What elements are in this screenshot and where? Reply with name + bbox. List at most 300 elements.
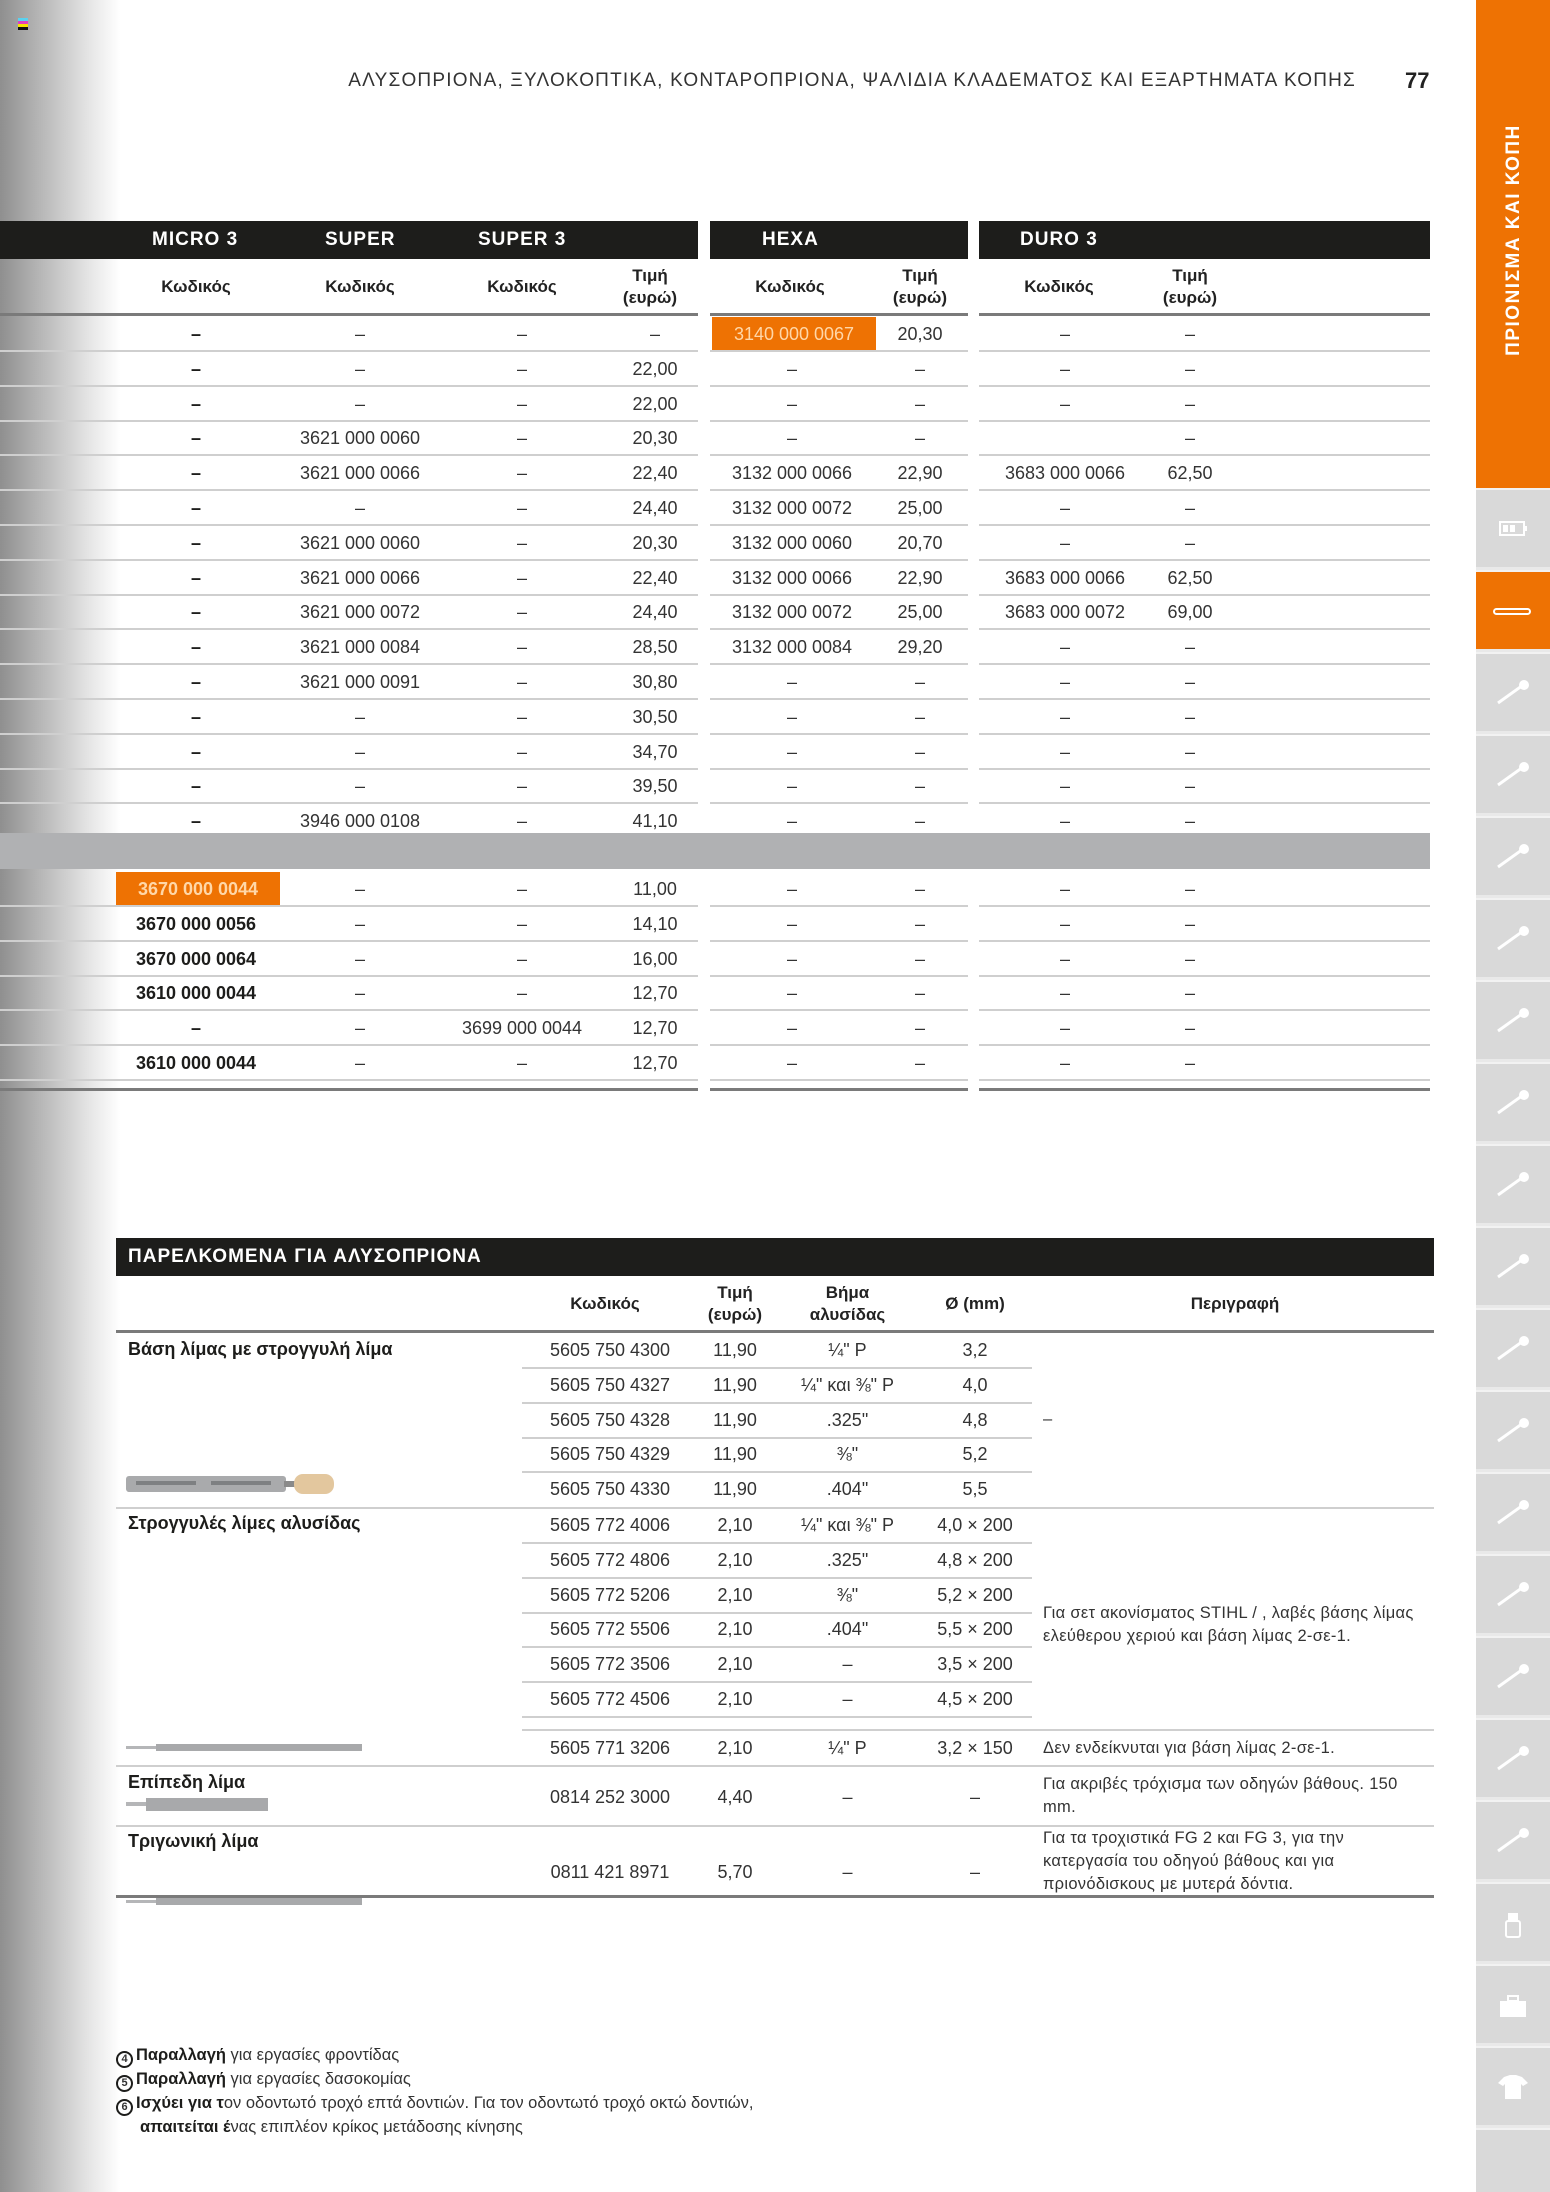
- running-title: ΑΛΥΣΟΠΡΙΟΝΑ, ΞΥΛΟΚΟΠΤΙΚΑ, ΚΟΝΤΑΡΟΠΡΙΟΝΑ, ΨΑΛΙΔΙΑ ΚΛΑΔΕΜΑΤΟΣ ΚΑΙ ΕΞΑΡΤΗΜΑΤΑ ΚΟΠΗΣ: [348, 70, 1356, 91]
- cell-super3-code: –: [516, 324, 527, 344]
- cell-micro3-code: –: [190, 672, 201, 692]
- cell-hexa-code: –: [786, 672, 797, 692]
- col-duro-code: Κωδικός: [1024, 277, 1094, 296]
- product-description: Για ακριβές τρόχισμα των οδηγών βάθους. 150 mm.: [1043, 1775, 1398, 1816]
- cell-duro-price: –: [1184, 324, 1195, 344]
- cell-hexa-price: 20,70: [897, 532, 943, 553]
- cell-micro3-code: –: [190, 1018, 201, 1039]
- cell-super-code: –: [354, 741, 365, 762]
- brush-cutter-icon: [1488, 1001, 1538, 1041]
- sidebar-tab-battery[interactable]: [1476, 488, 1550, 567]
- cell-super-code: 3621 000 0060: [299, 532, 421, 553]
- cell-micro3-code: –: [190, 428, 201, 449]
- cell-acc-pitch: –: [842, 1862, 853, 1882]
- cell-price: 34,70: [632, 741, 678, 762]
- cell-hexa-price: –: [914, 1018, 925, 1039]
- cell-hexa-code: –: [786, 706, 797, 727]
- cell-micro3-code: 3670 000 0056: [135, 913, 257, 934]
- cell-micro3-code: –: [190, 811, 201, 832]
- sidebar-tab-pole-pruner[interactable]: [1476, 1390, 1550, 1469]
- cell-super-code: –: [354, 983, 365, 1004]
- cell-acc-pitch: .404": [826, 1479, 869, 1500]
- cell-super-code: –: [354, 324, 365, 344]
- sidebar-tab-brush-cutter[interactable]: [1476, 980, 1550, 1059]
- cell-super-code: 3946 000 0108: [299, 811, 421, 832]
- acc-col-description: Περιγραφή: [1190, 1294, 1280, 1313]
- cell-hexa-price: –: [914, 879, 925, 899]
- sidebar-tab-toolbox[interactable]: [1476, 1964, 1550, 2043]
- cell-hexa-price: 29,20: [897, 637, 943, 658]
- cell-hexa-code: –: [786, 358, 797, 379]
- row-rule: [710, 1079, 968, 1081]
- cell-acc-code: 0814 252 3000: [549, 1787, 671, 1807]
- sidebar-tab-hedge-trimmer[interactable]: [1476, 734, 1550, 813]
- footnote-5: 5 Παραλλαγή για εργασίες δασοκομίας: [116, 2068, 753, 2092]
- cell-duro-price: –: [1184, 811, 1195, 832]
- chain-group-bar-hexa: [710, 221, 968, 259]
- cell-super3-code: –: [516, 776, 527, 797]
- cell-super-code: –: [354, 776, 365, 797]
- cell-acc-pitch: .404": [826, 1619, 869, 1640]
- cell-hexa-code: –: [786, 428, 797, 449]
- cell-hexa-code: –: [786, 879, 797, 899]
- cell-price: 20,30: [632, 428, 678, 449]
- cell-acc-pitch: ⅜": [836, 1444, 859, 1465]
- cell-acc-code: 5605 772 4506: [549, 1689, 671, 1709]
- cell-price: 12,70: [632, 1018, 678, 1039]
- cell-super-code: 3621 000 0066: [299, 463, 421, 484]
- col-super-code: Κωδικός: [325, 277, 395, 296]
- cell-acc-diameter: –: [969, 1862, 980, 1882]
- col-hexa-code: Κωδικός: [755, 277, 825, 296]
- cell-price: 22,40: [632, 463, 678, 484]
- cell-duro-price: –: [1184, 983, 1195, 1004]
- cell-micro3-code: 3670 000 0064: [135, 948, 257, 969]
- cell-hexa-price: –: [914, 913, 925, 934]
- cell-hexa-price: –: [914, 776, 925, 797]
- cell-acc-code: 5605 750 4327: [549, 1374, 671, 1395]
- cell-acc-code: 5605 750 4328: [549, 1409, 671, 1430]
- triangular-file-image: [126, 1897, 362, 1907]
- cell-duro-price: –: [1184, 948, 1195, 969]
- product-description: Για τα τροχιστικά FG 2 και FG 3, για την κατεργασία του οδηγού βάθους και για πριονόδισκους με μυτερά δόντια.: [1043, 1829, 1344, 1893]
- pole-pruner-icon: [1488, 1411, 1538, 1451]
- cell-duro-price: –: [1184, 879, 1195, 899]
- cell-price: 28,50: [632, 637, 678, 658]
- cell-price: 30,50: [632, 706, 678, 727]
- cell-super-code: –: [354, 879, 365, 899]
- cell-micro3-code: –: [190, 567, 201, 588]
- cell-hexa-code: –: [786, 1053, 797, 1073]
- cell-acc-price: 2,10: [717, 1689, 753, 1709]
- product-name: Επίπεδη λίμα: [128, 1772, 246, 1792]
- cell-acc-price: 2,10: [717, 1549, 753, 1570]
- leaf-blower-icon: [1488, 1493, 1538, 1533]
- cell-duro-price: 62,50: [1167, 463, 1213, 484]
- header-rule-hexa: [710, 313, 968, 316]
- sidebar-tab-cut-off-saw[interactable]: [1476, 816, 1550, 895]
- cell-acc-code: 0811 421 8971: [550, 1862, 670, 1882]
- cell-acc-diameter: 4,8 × 200: [937, 1549, 1013, 1570]
- cell-hexa-price: –: [914, 672, 925, 692]
- cell-price: 24,40: [632, 602, 678, 623]
- cell-acc-diameter: 5,2 × 200: [937, 1584, 1013, 1605]
- cell-micro3-code: –: [190, 393, 201, 414]
- round-file-image: [126, 1743, 362, 1753]
- cell-duro-price: –: [1184, 913, 1195, 934]
- cell-acc-price: 2,10: [717, 1584, 753, 1605]
- group-rule: [116, 1765, 1434, 1767]
- section-tab[interactable]: [1476, 0, 1550, 488]
- cell-super-code: –: [354, 948, 365, 969]
- cell-duro-code: –: [1059, 879, 1070, 899]
- cell-duro-price: –: [1184, 532, 1195, 553]
- accessories-title-bar: [116, 1238, 1434, 1276]
- cell-super3-code: –: [516, 706, 527, 727]
- jacket-icon: [1488, 1657, 1538, 1697]
- hedge-trimmer-icon: [1488, 755, 1538, 795]
- cell-micro3-code: –: [190, 324, 201, 344]
- cell-super-code: –: [354, 393, 365, 414]
- earth-auger-icon: [1488, 1165, 1538, 1205]
- cell-hexa-code: –: [786, 811, 797, 832]
- cell-acc-code: 5605 772 5206: [549, 1584, 671, 1605]
- cell-acc-pitch: ¼" και ⅜" P: [801, 1374, 894, 1395]
- cell-super3-code: –: [516, 811, 527, 832]
- cell-duro-code: –: [1059, 498, 1070, 518]
- cell-micro3-code: –: [190, 358, 201, 379]
- cell-duro-price: –: [1184, 706, 1195, 727]
- col-micro3-code: Κωδικός: [161, 277, 231, 296]
- sidebar-tab-leaf-blower[interactable]: [1476, 1472, 1550, 1551]
- sidebar-tab-saw-chain[interactable]: [1476, 570, 1550, 649]
- flat-file-image: [126, 1798, 268, 1812]
- cell-duro-price: –: [1184, 637, 1195, 658]
- cell-micro3-code: –: [190, 532, 201, 553]
- cell-duro-code: –: [1059, 706, 1070, 727]
- sidebar-tab-jacket[interactable]: [1476, 1636, 1550, 1715]
- cell-price: 22,00: [632, 358, 678, 379]
- lawn-mower-icon: [1488, 919, 1538, 959]
- cell-hexa-code: –: [786, 393, 797, 414]
- cell-price: 12,70: [632, 1053, 678, 1073]
- table-bottom-rule: [979, 1088, 1430, 1091]
- col-super3-code: Κωδικός: [487, 277, 557, 296]
- col-price: Τιμή (ευρώ): [622, 266, 678, 307]
- cell-price: 22,00: [632, 393, 678, 414]
- sidebar-tab-spray-bottle[interactable]: [1476, 1882, 1550, 1961]
- cell-duro-code: –: [1059, 393, 1070, 414]
- group-super3: SUPER 3: [478, 229, 567, 250]
- cell-duro-price: –: [1184, 672, 1195, 692]
- cell-super3-code: –: [516, 1053, 527, 1073]
- cell-price: 41,10: [632, 811, 678, 832]
- cell-hexa-code: –: [786, 948, 797, 969]
- header-rule-left: [0, 313, 698, 316]
- cell-duro-code: –: [1059, 948, 1070, 969]
- product-name: Τριγωνική λίμα: [128, 1831, 259, 1851]
- cell-acc-pitch: ⅜": [836, 1584, 859, 1605]
- cell-super3-code: –: [516, 948, 527, 969]
- toolbox-icon: [1488, 1985, 1538, 2025]
- tiller-icon: [1488, 1083, 1538, 1123]
- cell-super3-code: –: [516, 741, 527, 762]
- cell-duro-code: [985, 421, 1145, 455]
- sidebar-tab-chainsaw[interactable]: [1476, 652, 1550, 731]
- cell-duro-price: –: [1184, 741, 1195, 762]
- cell-hexa-price: –: [914, 741, 925, 762]
- cell-acc-price: 11,90: [713, 1374, 757, 1395]
- col-duro-price: Τιμή (ευρώ): [1162, 266, 1218, 307]
- cell-super3-code: –: [516, 358, 527, 379]
- cell-hexa-price: 22,90: [897, 567, 943, 588]
- cell-acc-price: 11,90: [713, 1479, 757, 1500]
- cell-hexa-code: 3140 000 0067: [712, 317, 876, 351]
- cell-super3-code: –: [516, 428, 527, 449]
- cell-acc-diameter: 3,2: [962, 1340, 988, 1360]
- cell-super-code: 3621 000 0072: [299, 602, 421, 623]
- cell-acc-price: 5,70: [717, 1862, 753, 1882]
- section-divider-band: [0, 833, 1430, 869]
- sprayer-icon: [1488, 1575, 1538, 1615]
- cell-hexa-code: –: [786, 1018, 797, 1039]
- cell-acc-code: 5605 750 4330: [549, 1479, 671, 1500]
- cell-super3-code: –: [516, 498, 527, 518]
- cell-acc-code: 5605 772 5506: [549, 1619, 671, 1640]
- col-hexa-price: Τιμή (ευρώ): [892, 266, 948, 307]
- cell-duro-code: –: [1059, 776, 1070, 797]
- cell-acc-price: 2,10: [717, 1515, 753, 1535]
- spray-bottle-icon: [1488, 1903, 1538, 1943]
- cell-hexa-price: 22,90: [897, 463, 943, 484]
- cell-acc-code: 5605 772 3506: [549, 1654, 671, 1675]
- footnote-6-cont: απαιτείται ένας επιπλέον κρίκος μετάδοσης κίνησης: [140, 2118, 523, 2136]
- cell-super3-code: –: [516, 532, 527, 553]
- chainsaw-icon: [1488, 673, 1538, 713]
- cell-acc-diameter: 4,0 × 200: [937, 1515, 1013, 1535]
- cell-duro-price: –: [1184, 1018, 1195, 1039]
- cell-price: 30,80: [632, 672, 678, 692]
- cell-hexa-price: 25,00: [897, 498, 943, 518]
- product-description: Δεν ενδείκνυται για βάση λίμας 2-σε-1.: [1043, 1739, 1335, 1757]
- cell-acc-price: 2,10: [717, 1738, 753, 1758]
- cell-micro3-code: 3610 000 0044: [135, 983, 257, 1004]
- acc-col-diameter: Ø (mm): [945, 1294, 1005, 1313]
- acc-col-code: Κωδικός: [570, 1294, 640, 1313]
- cell-acc-pitch: ¼" και ⅜" P: [801, 1515, 894, 1535]
- sidebar-tab-storage-box[interactable]: [1476, 1800, 1550, 1879]
- tshirt-icon: [1488, 2067, 1538, 2107]
- sidebar-tab-sprayer[interactable]: [1476, 1554, 1550, 1633]
- category-sidebar: [1476, 0, 1550, 2192]
- cell-acc-pitch: –: [842, 1689, 853, 1709]
- sidebar-tab-earth-auger[interactable]: [1476, 1144, 1550, 1223]
- group-duro3: DURO 3: [1020, 229, 1098, 250]
- cell-duro-price: 69,00: [1167, 602, 1213, 623]
- acc-col-pitch: Βήμα αλυσίδας: [809, 1283, 886, 1324]
- cell-super3-code: –: [516, 463, 527, 484]
- sidebar-tab-axe[interactable]: [1476, 1718, 1550, 1797]
- cell-duro-code: –: [1059, 741, 1070, 762]
- cell-duro-code: –: [1059, 324, 1070, 344]
- sidebar-tab-lawn-mower[interactable]: [1476, 898, 1550, 977]
- cell-micro3-code: –: [190, 706, 201, 727]
- cell-duro-code: –: [1059, 532, 1070, 553]
- cell-acc-price: 11,90: [713, 1340, 757, 1360]
- acc-col-price: Τιμή (ευρώ): [707, 1283, 763, 1324]
- cell-duro-code: 3683 000 0066: [1004, 463, 1126, 484]
- cell-acc-code: 5605 750 4329: [549, 1444, 671, 1465]
- cell-micro3-code: –: [190, 776, 201, 797]
- cell-super3-code: –: [516, 672, 527, 692]
- accessories-title: ΠΑΡΕΛΚΟΜΕΝΑ ΓΙΑ ΑΛΥΣΟΠΡΙΟΝΑ: [128, 1246, 482, 1267]
- cell-hexa-code: 3132 000 0072: [731, 602, 853, 623]
- cell-hexa-price: –: [914, 983, 925, 1004]
- cell-hexa-price: –: [914, 811, 925, 832]
- file-holder-image: [126, 1472, 336, 1496]
- cell-hexa-price: –: [914, 948, 925, 969]
- cell-micro3-code: –: [190, 741, 201, 762]
- cell-super-code: 3621 000 0066: [299, 567, 421, 588]
- cell-duro-price: –: [1184, 393, 1195, 414]
- cell-acc-pitch: ¼" P: [828, 1738, 867, 1758]
- print-color-mark: [18, 18, 28, 30]
- cell-acc-code: 5605 771 3206: [549, 1738, 671, 1758]
- cell-hexa-code: 3132 000 0072: [731, 498, 853, 518]
- product-name: Στρογγυλές λίμες αλυσίδας: [128, 1513, 361, 1533]
- cell-micro3-code: 3670 000 0044: [116, 872, 280, 906]
- footnote-6: 6 Ισχύει για τον οδοντωτό τροχό επτά δοντιών. Για τον οδοντωτό τροχό οκτώ δοντιών,: [116, 2092, 753, 2116]
- cell-acc-code: 5605 772 4806: [549, 1549, 671, 1570]
- page-spine-shadow: [0, 0, 120, 2192]
- cell-duro-code: –: [1059, 811, 1070, 832]
- product-description: –: [1043, 1410, 1053, 1428]
- cut-off-saw-icon: [1488, 837, 1538, 877]
- cell-acc-price: 2,10: [717, 1619, 753, 1640]
- sidebar-tab-tiller[interactable]: [1476, 1062, 1550, 1141]
- section-label: ΠΡΙΟΝΙΣΜΑ ΚΑΙ ΚΟΠΗ: [1503, 124, 1524, 356]
- cell-duro-code: 3683 000 0072: [1004, 602, 1126, 623]
- cell-super3-code: –: [516, 637, 527, 658]
- cell-super3-code: 3699 000 0044: [461, 1018, 583, 1039]
- cell-super3-code: –: [516, 567, 527, 588]
- cell-price: 22,40: [632, 567, 678, 588]
- cell-duro-code: –: [1059, 1053, 1070, 1073]
- cell-micro3-code: –: [190, 463, 201, 484]
- cell-acc-diameter: 3,2 × 150: [937, 1738, 1013, 1758]
- cell-duro-code: –: [1059, 1018, 1070, 1039]
- cell-hexa-code: 3132 000 0066: [731, 463, 853, 484]
- cell-hexa-code: –: [786, 983, 797, 1004]
- cell-hexa-code: –: [786, 741, 797, 762]
- battery-icon: [1488, 509, 1538, 549]
- cell-duro-price: –: [1184, 1053, 1195, 1073]
- cell-acc-diameter: 3,5 × 200: [937, 1654, 1013, 1675]
- saw-chain-icon: [1488, 591, 1538, 631]
- sidebar-tab-vacuum[interactable]: [1476, 1308, 1550, 1387]
- cell-acc-code: 5605 772 4006: [549, 1515, 671, 1535]
- cell-acc-pitch: .325": [826, 1549, 869, 1570]
- cell-super-code: 3621 000 0060: [299, 428, 421, 449]
- sidebar-tab-blank-tab[interactable]: [1476, 2128, 1550, 2192]
- cell-hexa-price: –: [914, 1053, 925, 1073]
- cell-super3-code: –: [516, 879, 527, 899]
- cell-micro3-code: –: [190, 637, 201, 658]
- cell-price: 11,00: [633, 879, 677, 899]
- cell-hexa-price: –: [914, 393, 925, 414]
- group-hexa: HEXA: [762, 229, 819, 250]
- cell-hexa-price: 25,00: [897, 602, 943, 623]
- cell-acc-price: 11,90: [713, 1444, 757, 1465]
- cell-super-code: –: [354, 1053, 365, 1073]
- cell-duro-price: 62,50: [1167, 567, 1213, 588]
- cell-acc-diameter: 5,5 × 200: [937, 1619, 1013, 1640]
- cell-super3-code: –: [516, 913, 527, 934]
- cell-acc-pitch: ¼" P: [828, 1340, 867, 1360]
- cell-duro-code: –: [1059, 672, 1070, 692]
- group-micro3: MICRO 3: [152, 229, 239, 250]
- cell-hexa-code: 3132 000 0060: [731, 532, 853, 553]
- cell-super3-code: –: [516, 393, 527, 414]
- cell-price: 16,00: [632, 948, 678, 969]
- cell-micro3-code: –: [190, 498, 201, 518]
- cell-acc-diameter: 5,2: [962, 1444, 988, 1465]
- cell-acc-diameter: 4,8: [962, 1409, 988, 1430]
- cell-duro-price: –: [1184, 428, 1195, 449]
- cell-acc-diameter: –: [969, 1787, 980, 1807]
- cell-acc-diameter: 4,0: [962, 1374, 988, 1395]
- cell-duro-code: –: [1059, 637, 1070, 658]
- cell-acc-pitch: .325": [826, 1409, 869, 1430]
- footnotes: [116, 2044, 753, 2138]
- cell-price: –: [649, 324, 660, 344]
- cell-price: 12,70: [632, 983, 678, 1004]
- axe-icon: [1488, 1739, 1538, 1779]
- cell-hexa-code: 3132 000 0066: [731, 567, 853, 588]
- sidebar-tab-pressure-washer[interactable]: [1476, 1226, 1550, 1305]
- group-super: SUPER: [325, 229, 396, 250]
- cell-micro3-code: 3610 000 0044: [135, 1053, 257, 1073]
- cell-super-code: –: [354, 1018, 365, 1039]
- cell-duro-price: –: [1184, 358, 1195, 379]
- cell-acc-price: 2,10: [717, 1654, 753, 1675]
- cell-duro-code: 3683 000 0066: [1004, 567, 1126, 588]
- group-rule: [116, 1507, 1434, 1509]
- row-rule: [522, 1716, 1032, 1718]
- cell-hexa-code: 3132 000 0084: [731, 637, 853, 658]
- vacuum-icon: [1488, 1329, 1538, 1369]
- cell-acc-price: 4,40: [717, 1787, 753, 1807]
- cell-acc-code: 5605 750 4300: [549, 1340, 671, 1360]
- cell-price: 14,10: [632, 913, 678, 934]
- sidebar-tab-tshirt[interactable]: [1476, 2046, 1550, 2125]
- cell-acc-price: 11,90: [713, 1409, 757, 1430]
- page-number: 77: [1405, 68, 1430, 93]
- cell-duro-price: –: [1184, 498, 1195, 518]
- cell-super-code: –: [354, 913, 365, 934]
- table-bottom-rule: [0, 1088, 698, 1091]
- header-rule-duro: [979, 313, 1430, 316]
- cell-duro-code: –: [1059, 983, 1070, 1004]
- cell-price: 24,40: [632, 498, 678, 518]
- cell-acc-diameter: 4,5 × 200: [937, 1689, 1013, 1709]
- cell-acc-pitch: –: [842, 1787, 853, 1807]
- cell-acc-diameter: 5,5: [962, 1479, 988, 1500]
- cell-hexa-code: –: [786, 776, 797, 797]
- product-description: Για σετ ακονίσματος STIHL / , λαβές βάσης λίμας ελεύθερου χεριού και βάση λίμας 2-σε-1.: [1043, 1604, 1414, 1645]
- cell-duro-code: –: [1059, 913, 1070, 934]
- cell-super-code: 3621 000 0091: [299, 672, 421, 692]
